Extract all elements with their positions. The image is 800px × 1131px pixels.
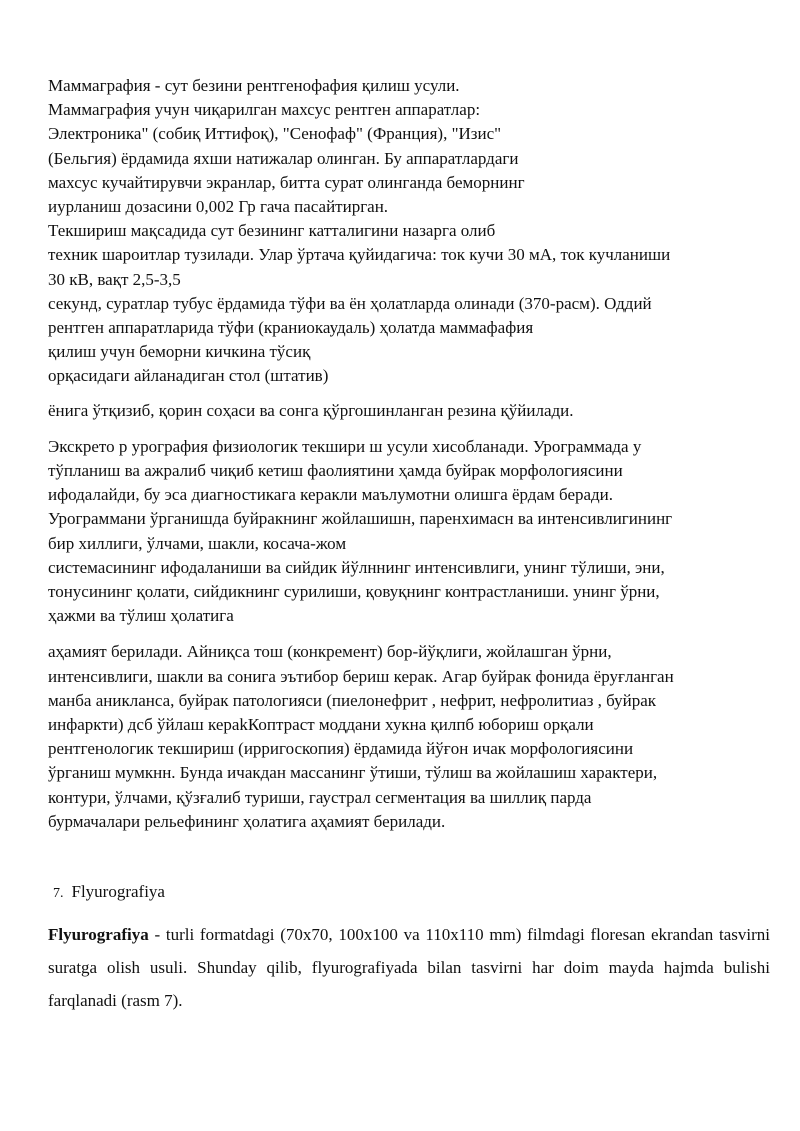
- section-heading: [48, 880, 770, 906]
- text-line: қилиш учун беморни кичкина тўсиқ: [48, 342, 311, 362]
- paragraph-irrigoscopy: [48, 640, 770, 834]
- text-line: ўрганиш мумкнн. Бунда ичакдан массанинг ўтиши, тўлиш ва жойлашиш характери,: [48, 763, 658, 783]
- text-line: орқасидаги айланадиган стол (штатив): [48, 366, 329, 386]
- text-line: аҳамият берилади. Айниқса тош (конкремент) бор-йўқлиги, жойлашган ўрни,: [48, 642, 612, 662]
- text-line: ҳажми ва тўлиш ҳолатига: [48, 606, 234, 626]
- text-line: бир хиллиги, ўлчами, шакли, косача-жом: [48, 533, 347, 553]
- paragraph-urography: [48, 435, 770, 629]
- text-line: техник шароитлар тузилади. Улар ўртача қуйидагича: ток кучи 30 мА, ток кучланиши: [48, 245, 671, 265]
- paragraph-mammography: [48, 74, 770, 389]
- text-line: инфаркти) дсб ўйлаш кераkКоптраст моддани хукна қилпб юбориш орқали: [48, 715, 594, 735]
- paragraph-placement: [48, 399, 770, 423]
- text-line: Урограммани ўрганишда буйракнинг жойлашишн, паренхимасн ва интенсивлигининг: [48, 509, 673, 529]
- text-line: системасининг ифодаланиши ва сийдик йўлннинг интенсивлиги, унинг тўлиши, эни,: [48, 557, 665, 577]
- text-line: ифодалайди, бу эса диагностикага керакли маълумотни олишга ёрдам беради.: [48, 485, 614, 505]
- text-line: Маммаграфия учун чиқарилган махсус рентген аппаратлар:: [48, 100, 481, 120]
- text-line: ёнига ўтқизиб, қорин соҳаси ва сонга қўргошинланган резина қўйилади.: [48, 400, 574, 420]
- text-line: контури, ўлчами, қўзғалиб туриши, гаустрал сегментация ва шиллиқ парда: [48, 787, 592, 807]
- document-page: [48, 74, 770, 1017]
- section-title: Flyurografiya: [71, 882, 165, 902]
- text-line: Текшириш мақсадида сут безининг катталигини назарга олиб: [48, 221, 496, 241]
- text-line: рентген аппаратларида тўфи (краниокаудаль) ҳолатда маммафафия: [48, 318, 534, 338]
- text-line: тонусининг қолати, сийдикнинг сурилиши, қовуқнинг контрастланиши. унинг ўрни,: [48, 582, 660, 602]
- text-line: манба аникланса, буйрак патологияси (пиелонефрит , нефрит, нефролитиаз , буйрак: [48, 690, 657, 710]
- text-line: Электроника" (собиқ Иттифоқ), "Сенофаф" (Франция), "Изис": [48, 124, 502, 144]
- text-line: (Бельгия) ёрдамида яхши натижалар олинган. Бу аппаратлардаги: [48, 148, 519, 168]
- text-line: секунд, суратлар тубус ёрдамида тўфи ва ён ҳолатларда олинади (370-расм). Оддий: [48, 293, 652, 313]
- text-line: Маммаграфия - сут безини рентгенофафия қилиш усули.: [48, 76, 460, 95]
- text-line: махсус кучайтирувчи экранлар, битта сурат олинганда беморнинг: [48, 172, 525, 192]
- text-line: иурланиш дозасини 0,002 Гр гача пасайтирган.: [48, 197, 389, 217]
- text-line: Экскрето р урография физиологик текшири ш усули хисобланади. Урограммада у: [48, 436, 642, 456]
- section-number: 7.: [53, 886, 64, 902]
- text-line: тўпланиш ва ажралиб чиқиб кетиш фаолиятини ҳамда буйрак морфологиясини: [48, 461, 623, 481]
- text-line: интенсивлиги, шакли ва сонига эътибор бериш керак. Агар буйрак фонида ёруғланган: [48, 666, 674, 686]
- definition-text: - turli formatdagi (70x70, 100x100 va 110x110 mm) filmdagi floresan ekrandan tasvirni suratga olish usuli. Shunday qilib, flyurografiyada bilan tasvirni har doim mayda hajmda bulishi farqlanadi (rasm 7).: [48, 925, 770, 1011]
- text-line: 30 кВ, вақт 2,5-3,5: [48, 269, 181, 289]
- text-line: рентгенологик текшириш (ирригоскопия) ёрдамида йўғон ичак морфологиясини: [48, 739, 634, 759]
- term-flyurografiya: Flyurografiya: [48, 925, 149, 945]
- paragraph-flyurografiya: [48, 918, 770, 1017]
- text-line: бурмачалари рельефининг ҳолатига аҳамият берилади.: [48, 811, 446, 831]
